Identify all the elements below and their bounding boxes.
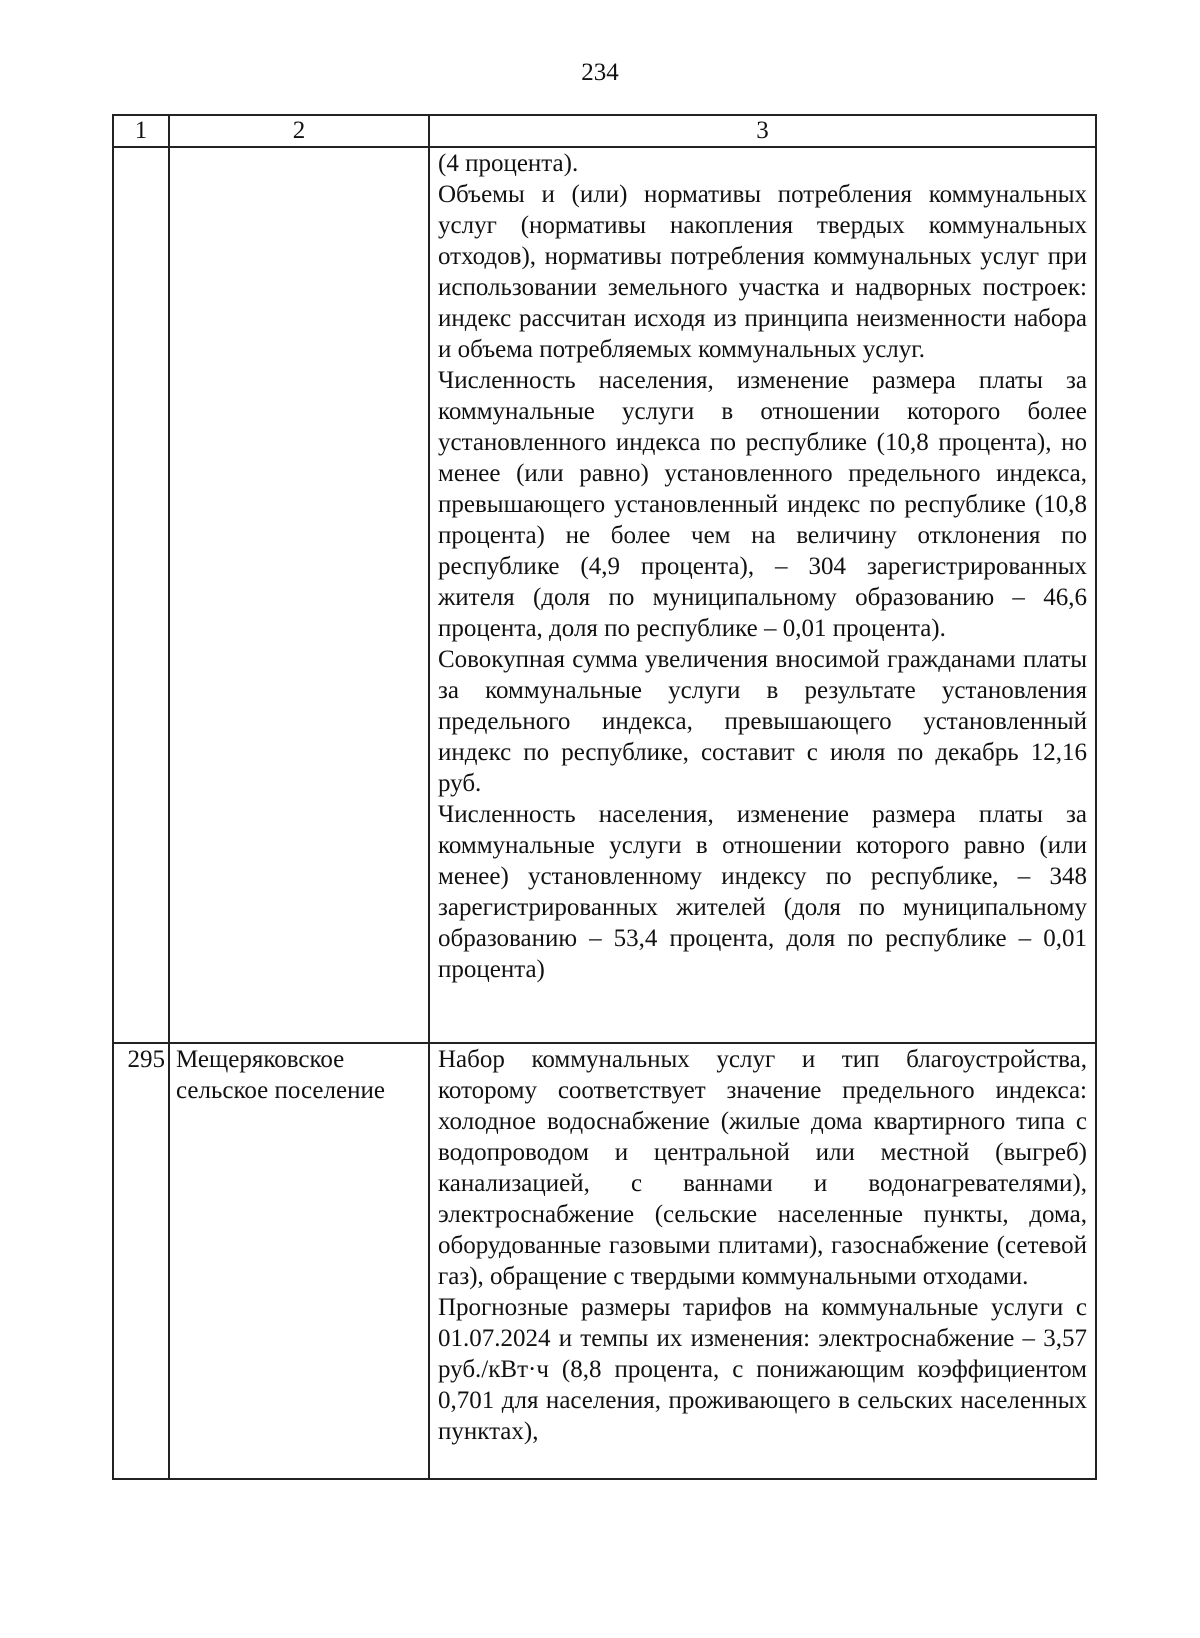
municipality-name-cell	[169, 147, 429, 1043]
paragraph: Набор коммунальных услуг и тип благоустройства, которому соответствует значение предельного индекса: холодное водоснабжение (жилые дома квартирного типа с водопроводом и центральной или местной (выгреб) канализацией, с ваннами и водонагревателями), электроснабжение (сельские населенные пункты, дома, оборудованные газовыми плитами), газоснабжение (сетевой газ), обращение с твердыми коммунальными отходами.	[438, 1046, 1087, 1290]
paragraph: Численность населения, изменение размера платы за коммунальные услуги в отношении которого более установленного индекса по республике (10,8 процента), но менее (или равно) установленного предельного индекса, превышающего установленный индекс по республике (10,8 процента) не более чем на величину отклонения по республике (4,9 процента), – 304 зарегистрированных жителя (доля по муниципальному образованию – 46,6 процента, доля по республике – 0,01 процента).	[438, 367, 1087, 642]
column-header-2: 2	[169, 115, 429, 147]
municipality-name-cell: Мещеряковское сельское поселение	[169, 1043, 429, 1479]
row-number-cell	[113, 147, 169, 1043]
table-header-row	[113, 115, 1096, 147]
column-header-1: 1	[113, 115, 169, 147]
table-row	[113, 1043, 1096, 1479]
description-cell	[429, 1043, 1096, 1479]
page-number: 234	[581, 59, 619, 86]
paragraph: Прогнозные размеры тарифов на коммунальные услуги с 01.07.2024 и темпы их изменения: электроснабжение – 3,57 руб./кВт·ч (8,8 процента, с понижающим коэффициентом 0,701 для населения, проживающего в сельских населенных пунктах),	[438, 1294, 1087, 1445]
paragraph: Численность населения, изменение размера платы за коммунальные услуги в отношении которого равно (или менее) установленному индексу по республике, – 348 зарегистрированных жителей (доля по муниципальному образованию – 53,4 процента, доля по республике – 0,01 процента)	[438, 801, 1087, 983]
document-table	[112, 114, 1097, 1480]
paragraph: Совокупная сумма увеличения вносимой гражданами платы за коммунальные услуги в результате установления предельного индекса, превышающего установленный индекс по республике, составит с июля по декабрь 12,16 руб.	[438, 646, 1087, 797]
column-header-3: 3	[429, 115, 1096, 147]
paragraph: Объемы и (или) нормативы потребления коммунальных услуг (нормативы накопления твердых коммунальных отходов), нормативы потребления коммунальных услуг при использовании земельного участка и надворных построек: индекс рассчитан исходя из принципа неизменности набора и объема потребляемых коммунальных услуг.	[438, 181, 1087, 363]
paragraph: (4 процента).	[438, 150, 579, 177]
description-cell	[429, 147, 1096, 1043]
table-row	[113, 147, 1096, 1043]
row-number-cell: 295	[113, 1043, 169, 1479]
